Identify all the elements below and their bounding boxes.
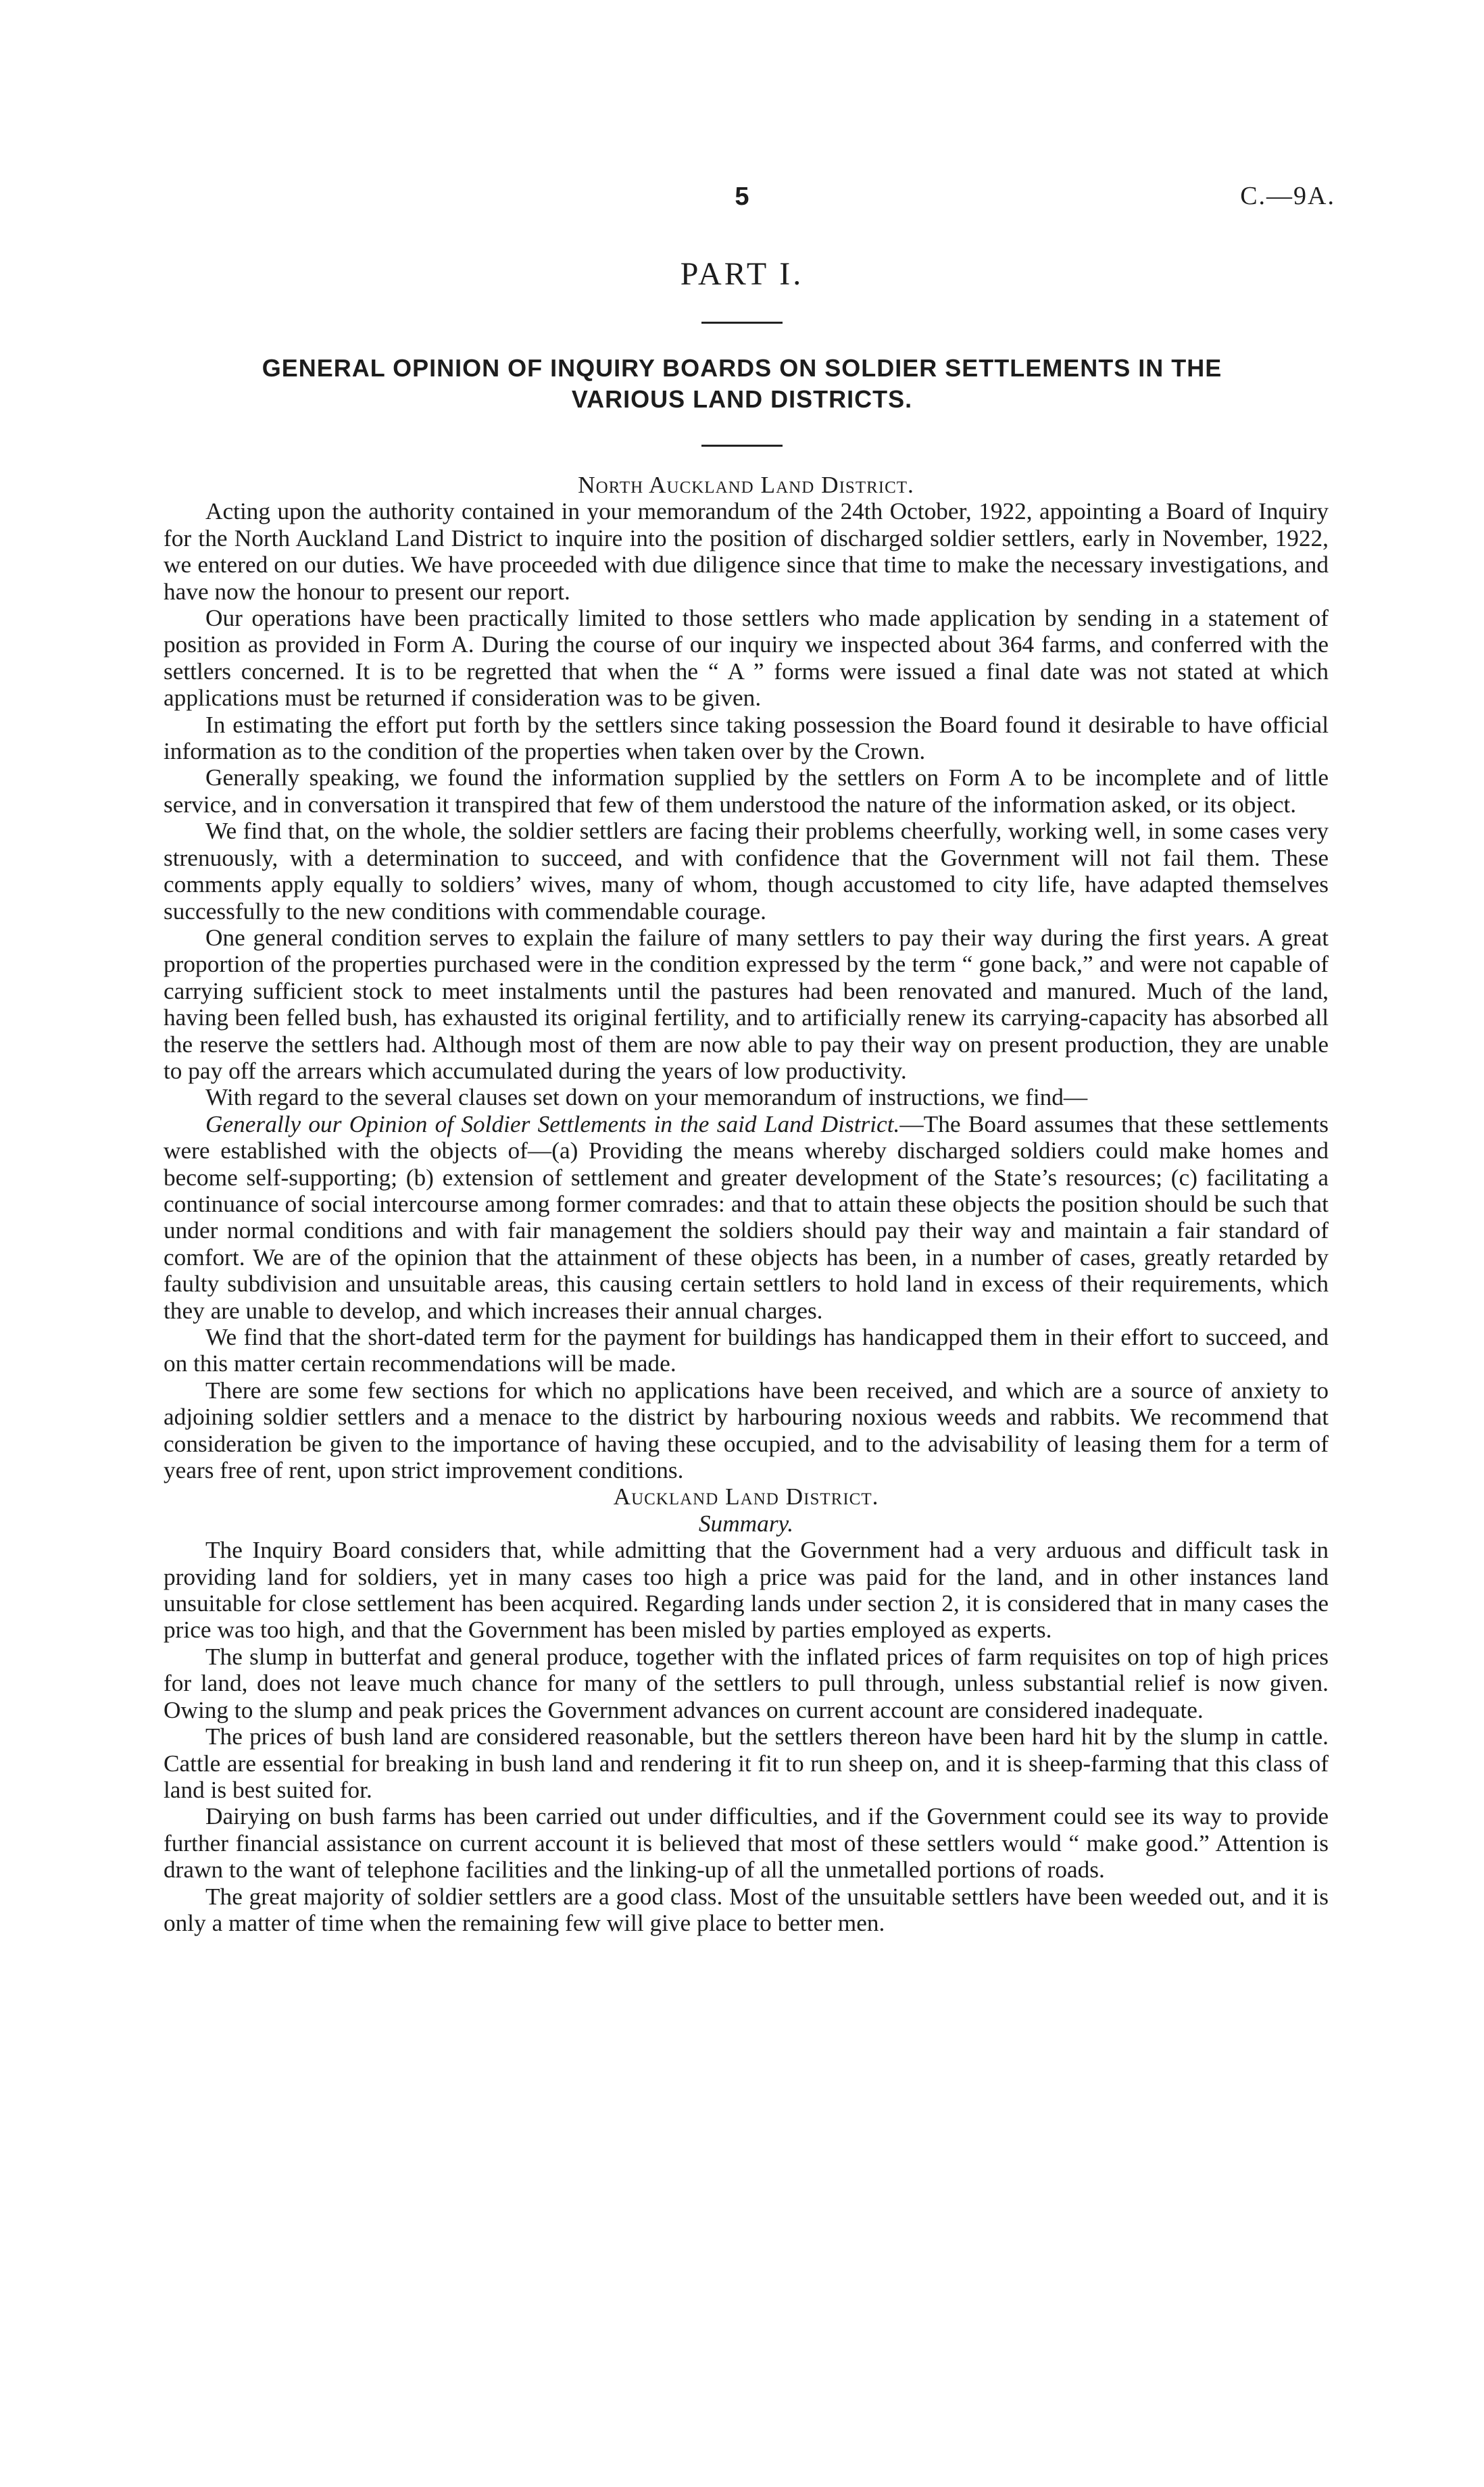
summary-subtitle: Summary. [698,1510,794,1537]
section-heading [162,353,1322,415]
paragraph: There are some few sections for which no applications have been received, and which are a source of anxiety to adjoining soldier settlers and a menace to the district by harbouring noxious weeds and rabbits. We recommend that consideration be given to the importance of having these occupied, and to the advisability of leasing them for a term of years free of rent, upon strict improvement conditions. [164,1377,1329,1484]
paragraph: Generally speaking, we found the information supplied by the settlers on Form A to be incomplete and of little service, and in conversation it transpired that few of them understood the nature of the information asked, or its object. [164,764,1329,818]
paragraph: We find that the short-dated term for the payment for buildings has handicapped them in their effort to succeed, and on this matter certain recommendations will be made. [164,1324,1329,1377]
paragraph-generally [164,1111,1329,1324]
paragraph: The Inquiry Board considers that, while admitting that the Government had a very arduous and difficult task in providing land for soldiers, yet in many cases too high a price was paid for the land, and in other instances land unsuitable for close settlement has been acquired. Regarding lands under section 2, it is considered that in many cases the price was too high, and that the Government has been misled by parties employed as experts. [164,1537,1329,1644]
paragraph: We find that, on the whole, the soldier settlers are facing their problems cheerfully, working well, in some cases very strenuously, with a determination to succeed, and with confidence that the Government will not fail them. These comments apply equally to soldiers’ wives, many of whom, though accustomed to city life, have adapted themselves successfully to the new conditions with commendable courage. [164,818,1329,925]
paragraph: The prices of bush land are considered reasonable, but the settlers thereon have been hard hit by the slump in cattle. Cattle are essential for breaking in bush land and rendering it fit to run sheep on, and it is sheep-farming that this class of land is best suited for. [164,1723,1329,1803]
divider-rule [701,322,783,324]
italic-subheading: Generally our Opinion of Soldier Settlements in the said Land District. [205,1110,900,1137]
divider-rule [701,445,783,447]
district-title: North Auckland Land District. [578,472,914,498]
section-heading-line: GENERAL OPINION OF INQUIRY BOARDS ON SOLDIER SETTLEMENTS IN THE [262,354,1222,382]
paragraph: The great majority of soldier settlers are a good class. Most of the unsuitable settlers have been weeded out, and it is only a matter of time when the remaining few will give place to better men. [164,1883,1329,1936]
paragraph: Our operations have been practically limited to those settlers who made application by sending in a statement of position as provided in Form A. During the course of our inquiry we inspected about 364 farms, and conferred with the settlers concerned. It is to be regretted that when the “ A ” forms were issued a final date was not stated at which applications must be returned if consideration was to be given. [164,605,1329,712]
document-body [164,472,1329,1936]
paragraph: Acting upon the authority contained in your memorandum of the 24th October, 1922, appointing a Board of Inquiry for the North Auckland Land District to inquire into the position of discharged soldier settlers, early in November, 1922, we entered on our duties. We have proceeded with due diligence since that time to make the necessary investigations, and have now the honour to present our report. [164,498,1329,605]
document-reference: C.—9A. [1240,182,1335,210]
section-heading-line: VARIOUS LAND DISTRICTS. [571,385,913,413]
paragraph: The slump in butterfat and general produce, together with the inflated prices of farm requisites on top of high prices for land, does not leave much chance for many of the settlers to pull through, unless substantial relief is now given. Owing to the slump and peak prices the Government advances on current account are considered inadequate. [164,1643,1329,1723]
paragraph: With regard to the several clauses set down on your memorandum of instructions, we find— [205,1084,1088,1111]
paragraph: Dairying on bush farms has been carried out under difficulties, and if the Government could see its way to provide further financial assistance on current account it is believed that most of these settlers would “ make good.” Attention is drawn to the want of telephone facilities and the linking-up of all the unmetalled portions of roads. [164,1803,1329,1883]
district-title: Auckland Land District. [613,1483,879,1510]
paragraph: In estimating the effort put forth by the settlers since taking possession the Board found it desirable to have official information as to the condition of the properties when taken over by the Crown. [164,711,1329,765]
part-title: PART I. [680,256,804,292]
page-number: 5 [735,182,749,211]
paragraph: One general condition serves to explain the failure of many settlers to pay their way during the first years. A great proportion of the properties purchased were in the condition expressed by the term “ gone back,” and were not capable of carrying sufficient stock to meet instalments until the pastures had been renovated and manured. Much of the land, having been felled bush, has exhausted its original fertility, and to artificially renew its carrying-capacity has absorbed all the reserve the settlers had. Although most of them are now able to pay their way on present production, they are unable to pay off the arrears which accumulated during the years of low productivity. [164,924,1329,1084]
paragraph-text: —The Board assumes that these settlements were established with the objects of—(a) Providing the means whereby discharged soldiers could make homes and become self-supporting; (b) extension of settlement and greater development of the State’s resources; (c) facilitating a continuance of social intercourse among former comrades: and that to attain these objects the position should be such that under normal conditions and with fair management the soldiers should pay their way and maintain a fair standard of comfort. We are of the opinion that the attainment of these objects has been, in a number of cases, greatly retarded by faulty subdivision and unsuitable areas, this causing certain settlers to hold land in excess of their requirements, which they are unable to develop, and which increases their annual charges. [164,1110,1329,1324]
